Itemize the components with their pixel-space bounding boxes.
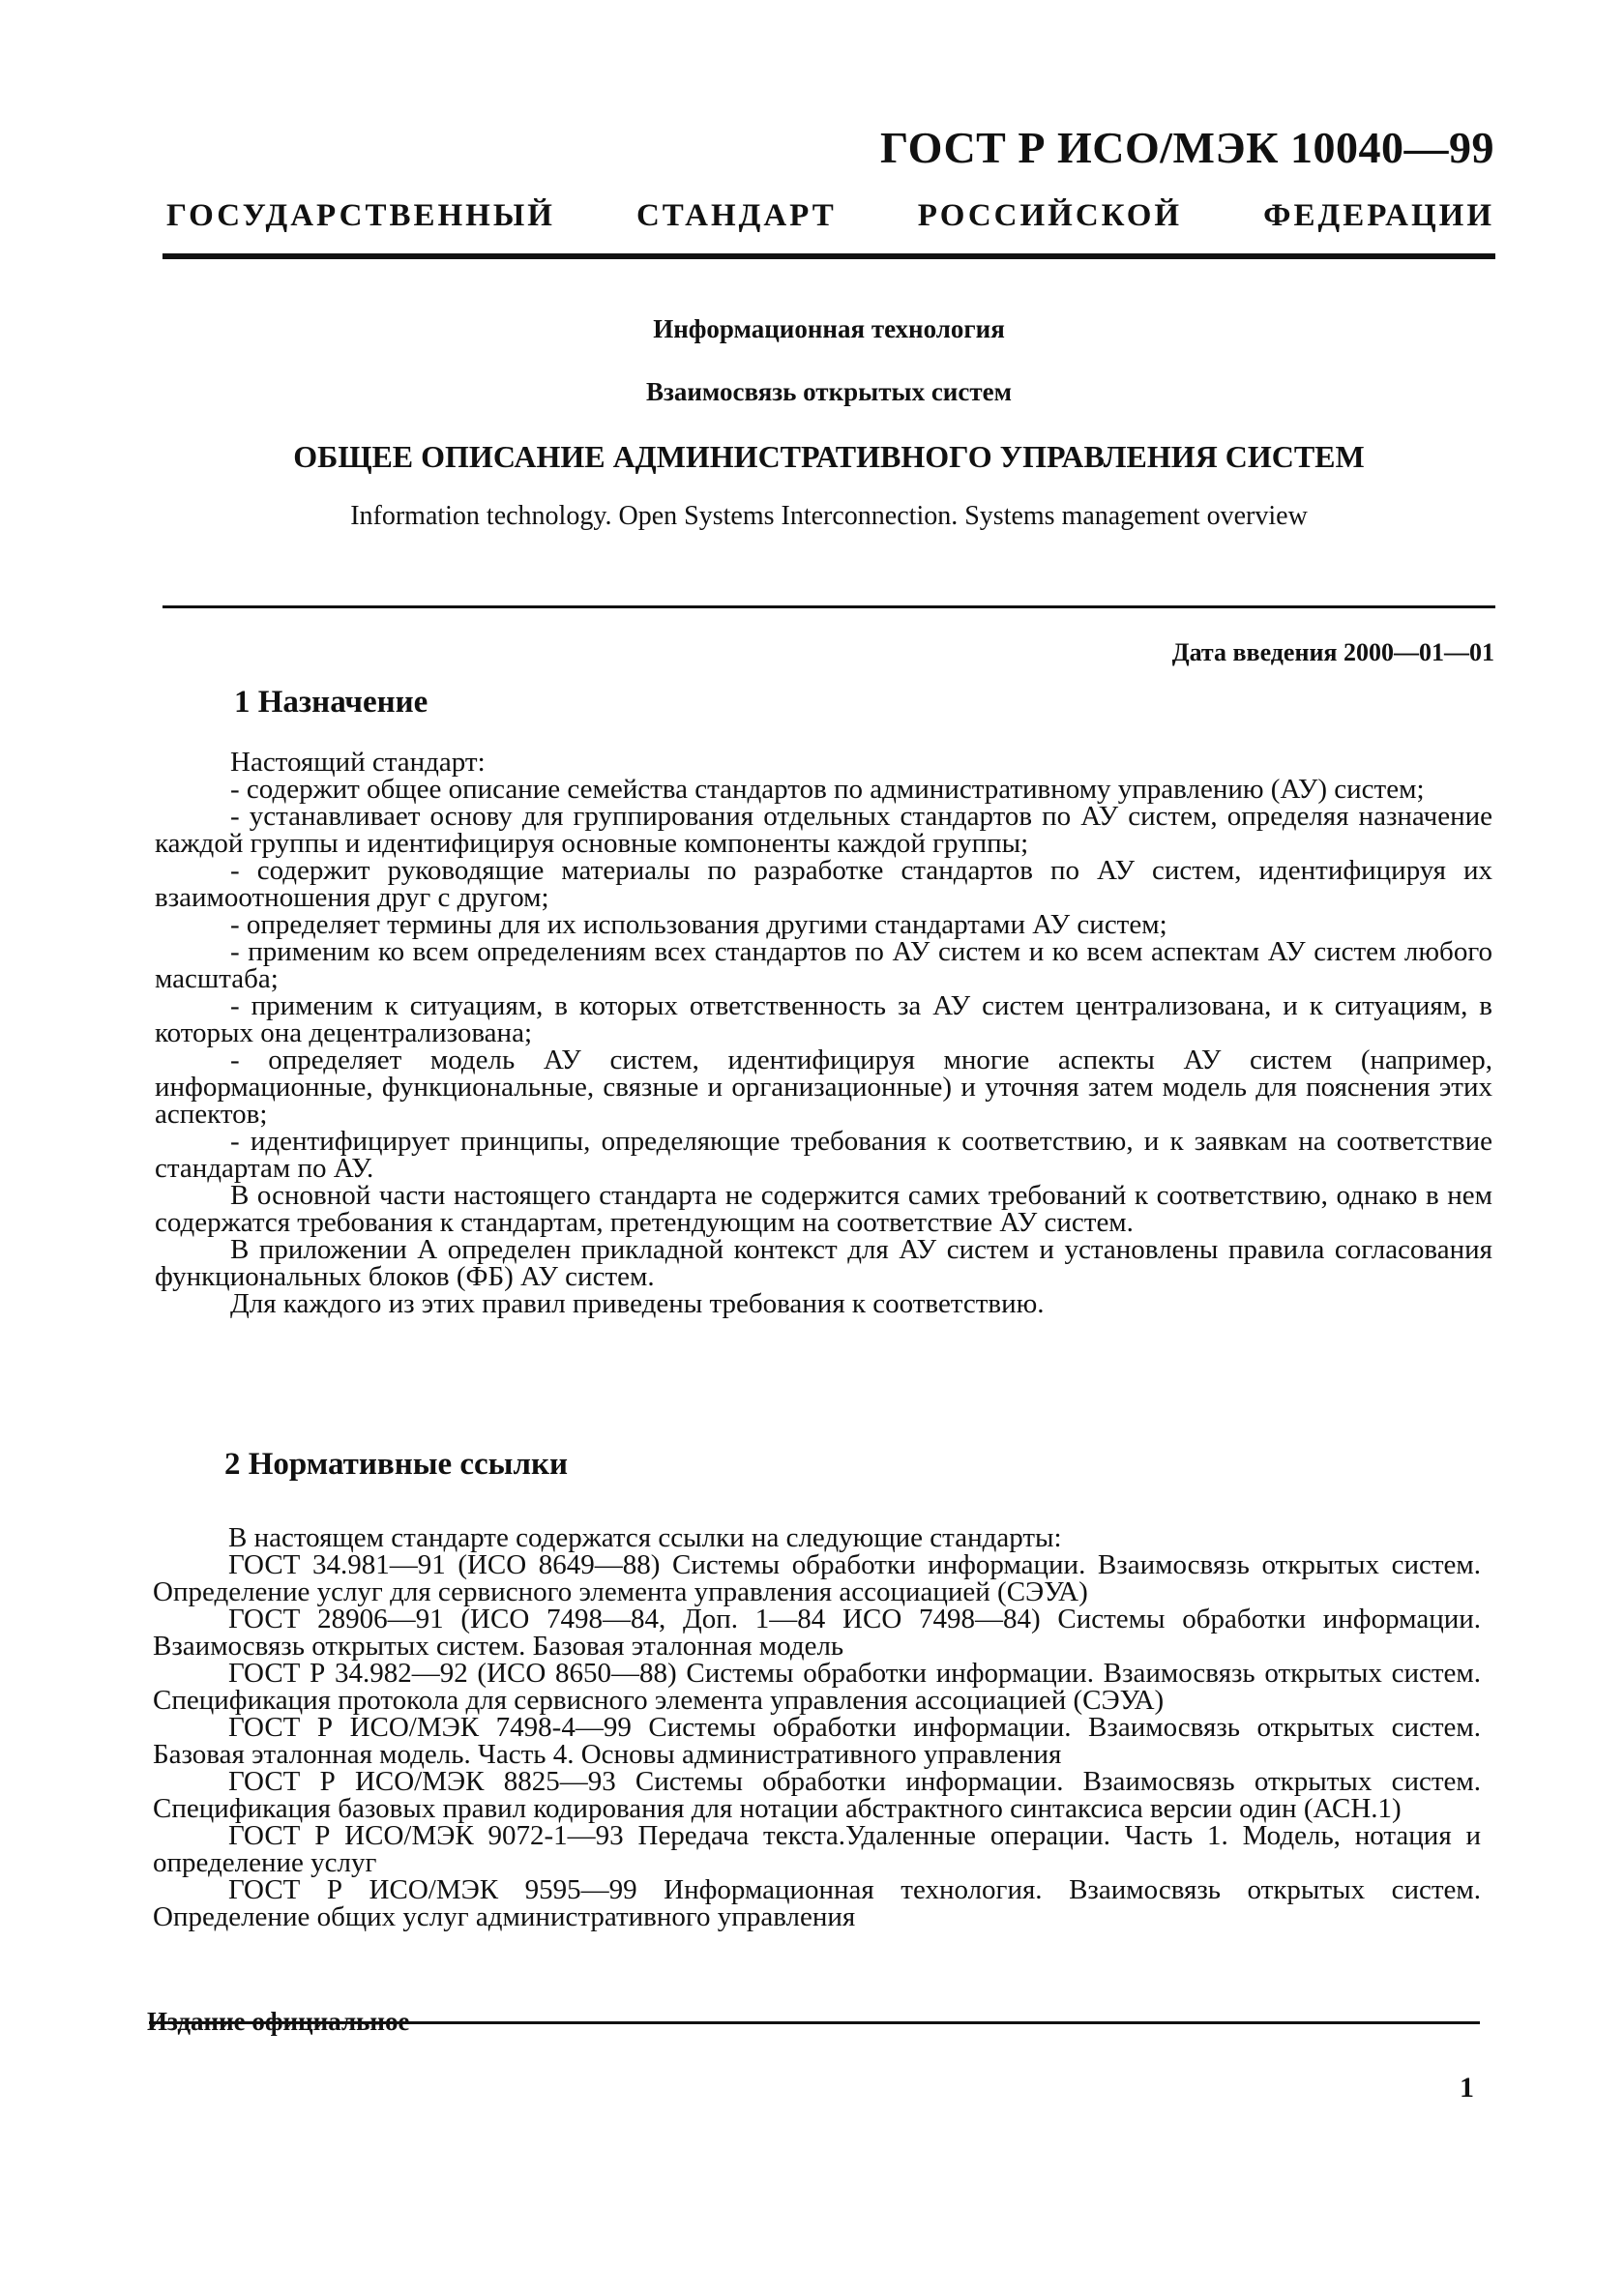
paragraph: - применим ко всем определениям всех стандартов по АУ систем и ко всем аспектам АУ систем любого масштаба; (155, 936, 1492, 994)
paragraph: - содержит руководящие материалы по разработке стандартов по АУ систем, идентифицируя их взаимоотношения друг с другом; (155, 855, 1492, 913)
introduction-date: Дата введения 2000—01—01 (1171, 638, 1494, 666)
paragraph: - применим к ситуациям, в которых ответственность за АУ систем централизована, и к ситуациям, в которых она децентрализована; (155, 990, 1492, 1048)
reference-item: ГОСТ 34.981—91 (ИСО 8649—88) Системы обработки информации. Взаимосвязь открытых систем. Определение услуг для сервисного элемента управления ассоциацией (СЭУА) (153, 1549, 1481, 1607)
paragraph: - определяет термины для их использования другими стандартами АУ систем; (230, 909, 1167, 940)
subtitle-it: Информационная технология (653, 314, 1005, 343)
subtitle-osi: Взаимосвязь открытых систем (646, 377, 1012, 406)
reference-item: ГОСТ Р ИСО/МЭК 8825—93 Системы обработки информации. Взаимосвязь открытых систем. Спецификация базовых правил кодирования для нотации абстрактного синтаксиса версии один (АСН.1) (153, 1766, 1481, 1824)
section-1-body (155, 749, 1492, 1317)
paragraph: - устанавливает основу для группирования отдельных стандартов по АУ систем, определяя назначение каждой группы и идентифицируя основные компоненты каждой группы; (155, 801, 1492, 859)
title-divider (162, 605, 1495, 608)
paragraph: - определяет модель АУ систем, идентифицируя многие аспекты АУ систем (например, информационные, функциональные, связные и организационные) и уточняя затем модель для пояснения этих аспектов; (155, 1045, 1492, 1130)
reference-item: ГОСТ Р 34.982—92 (ИСО 8650—88) Системы обработки информации. Взаимосвязь открытых систем. Спецификация протокола для сервисного элемента управления ассоциацией (СЭУА) (153, 1658, 1481, 1716)
section-1-heading: 1 Назначение (234, 685, 428, 720)
paragraph: - содержит общее описание семейства стандартов по административному управлению (АУ) систем; (230, 774, 1425, 805)
paragraph: - идентифицирует принципы, определяющие требования к соответствию, и к заявкам на соответствие стандартам по АУ. (155, 1126, 1492, 1184)
paragraph: В приложении А определен прикладной контекст для АУ систем и установлены правила согласования функциональных блоков (ФБ) АУ систем. (155, 1234, 1492, 1292)
section-2-body (153, 1524, 1481, 1930)
english-title: Information technology. Open Systems Interconnection. Systems management overview (350, 501, 1308, 531)
reference-item: ГОСТ Р ИСО/МЭК 9595—99 Информационная технология. Взаимосвязь открытых систем. Определение общих услуг административного управления (153, 1874, 1481, 1932)
page-number: 1 (1460, 2072, 1474, 2104)
state-standard-title: ГОСУДАРСТВЕННЫЙ СТАНДАРТ РОССИЙСКОЙ ФЕДЕРАЦИИ (166, 198, 1494, 233)
reference-item: ГОСТ 28906—91 (ИСО 7498—84, Доп. 1—84 ИСО 7498—84) Системы обработки информации. Взаимосвязь открытых систем. Базовая эталонная модель (153, 1604, 1481, 1662)
header-divider (162, 253, 1495, 259)
edition-label: Издание официальное (147, 2007, 410, 2036)
paragraph: В основной части настоящего стандарта не содержится самих требований к соответствию, однако в нем содержатся требования к стандартам, претендующим на соответствие АУ систем. (155, 1180, 1492, 1238)
paragraph: Настоящий стандарт: (230, 747, 486, 778)
section-2-heading: 2 Нормативные ссылки (224, 1447, 568, 1482)
paragraph: Для каждого из этих правил приведены требования к соответствию. (230, 1288, 1045, 1319)
main-title: ОБЩЕЕ ОПИСАНИЕ АДМИНИСТРАТИВНОГО УПРАВЛЕНИЯ СИСТЕМ (293, 439, 1365, 474)
document-code: ГОСТ Р ИСО/МЭК 10040—99 (880, 123, 1494, 172)
reference-item: ГОСТ Р ИСО/МЭК 7498-4—99 Системы обработки информации. Взаимосвязь открытых систем. Базовая эталонная модель. Часть 4. Основы административного управления (153, 1712, 1481, 1770)
paragraph: В настоящем стандарте содержатся ссылки на следующие стандарты: (228, 1522, 1062, 1553)
reference-item: ГОСТ Р ИСО/МЭК 9072-1—93 Передача текста.Удаленные операции. Часть 1. Модель, нотация и определение услуг (153, 1820, 1481, 1878)
